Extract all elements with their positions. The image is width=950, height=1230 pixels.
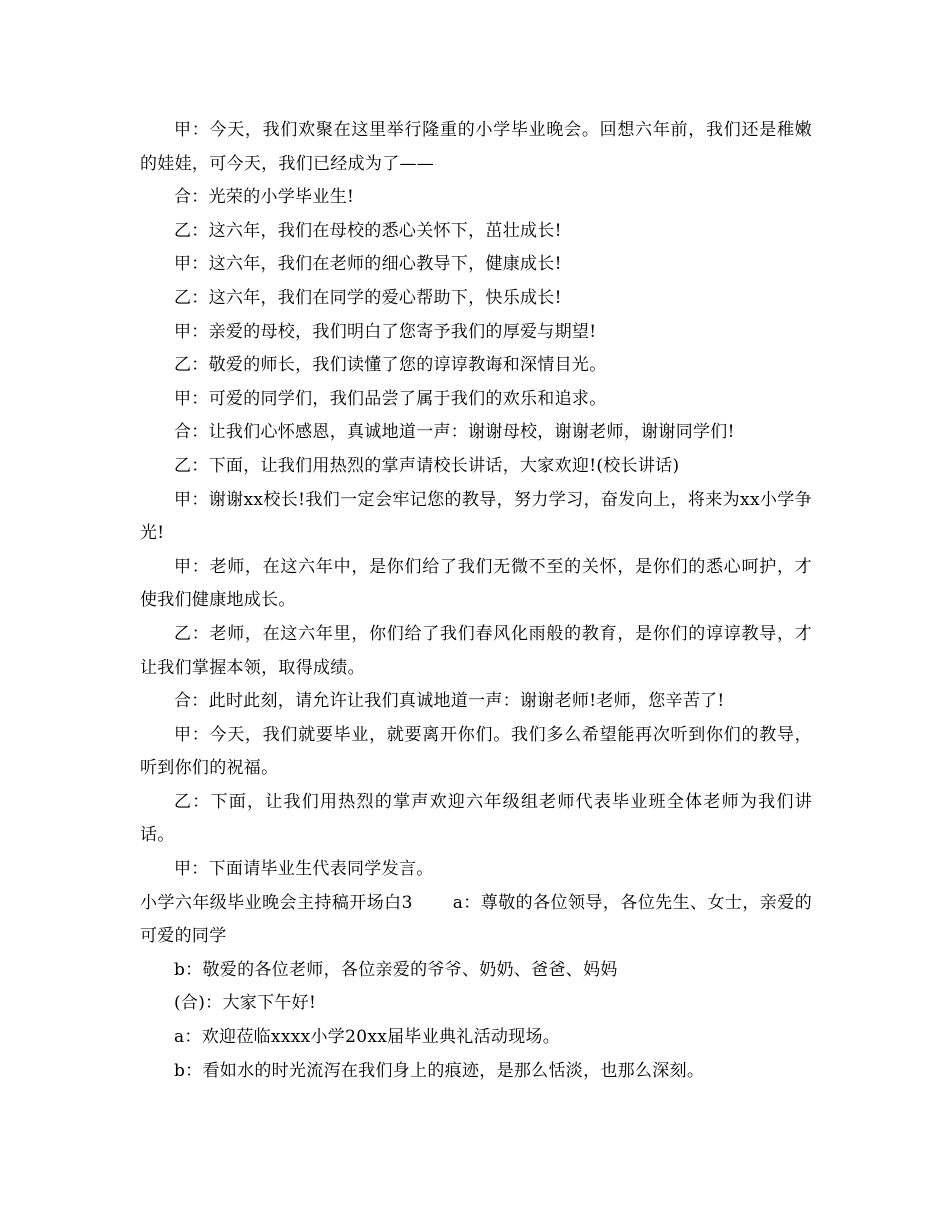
paragraph: 合：让我们心怀感恩，真诚地道一声：谢谢母校，谢谢老师，谢谢同学们!	[174, 422, 735, 443]
paragraph: 乙：下面，让我们用热烈的掌声请校长讲话，大家欢迎!(校长讲话)	[174, 455, 680, 476]
paragraph: 合：光荣的小学毕业生!	[174, 187, 355, 208]
paragraph: 乙：下面，让我们用热烈的掌声欢迎六年级组老师代表毕业班全体老师为我们讲话。	[140, 791, 812, 846]
paragraph: 甲：今天，我们欢聚在这里举行隆重的小学毕业晚会。回想六年前，我们还是稚嫩的娃娃，可今天，我们已经成为了——	[140, 120, 812, 174]
paragraph: 合：此时此刻，请允许让我们真诚地道一声：谢谢老师!老师，您辛苦了!	[174, 691, 725, 712]
section-heading: 小学六年级毕业晚会主持稿开场白3	[140, 892, 413, 913]
paragraph: 乙：这六年，我们在母校的悉心关怀下，茁壮成长!	[174, 220, 562, 241]
paragraph: 乙：敬爱的师长，我们读懂了您的谆谆教诲和深情目光。	[174, 355, 607, 376]
paragraph: (合)：大家下午好!	[174, 993, 317, 1014]
section-heading-tail: a：尊敬的各位领导，各位先生、女士，亲爱的可爱的同学	[140, 892, 812, 947]
paragraph: 甲：亲爱的母校，我们明白了您寄予我们的厚爱与期望!	[174, 321, 597, 342]
document-body	[140, 114, 812, 1088]
paragraph: 乙：这六年，我们在同学的爱心帮助下，快乐成长!	[174, 287, 562, 308]
paragraph: 乙：老师，在这六年里，你们给了我们春风化雨般的教育，是你们的谆谆教导，才让我们掌握本领，取得成绩。	[140, 623, 812, 678]
paragraph: b：敬爱的各位老师，各位亲爱的爷爷、奶奶、爸爸、妈妈	[174, 959, 618, 980]
paragraph: 甲：谢谢xx校长!我们一定会牢记您的教导，努力学习，奋发向上，将来为xx小学争光!	[140, 489, 812, 544]
paragraph: 甲：可爱的同学们，我们品尝了属于我们的欢乐和追求。	[174, 388, 607, 409]
paragraph: 甲：这六年，我们在老师的细心教导下，健康成长!	[174, 254, 562, 275]
paragraph: 甲：老师，在这六年中，是你们给了我们无微不至的关怀，是你们的悉心呵护，才使我们健康地成长。	[140, 556, 812, 611]
section-heading-paragraph	[140, 887, 812, 954]
paragraph: 甲：今天，我们就要毕业，就要离开你们。我们多么希望能再次听到你们的教导，听到你们的祝福。	[140, 724, 812, 779]
paragraph: a：欢迎莅临xxxx小学20xx届毕业典礼活动现场。	[174, 1027, 561, 1048]
paragraph: 甲：下面请毕业生代表同学发言。	[174, 859, 434, 880]
paragraph: b：看如水的时光流泻在我们身上的痕迹，是那么恬淡，也那么深刻。	[174, 1060, 705, 1081]
